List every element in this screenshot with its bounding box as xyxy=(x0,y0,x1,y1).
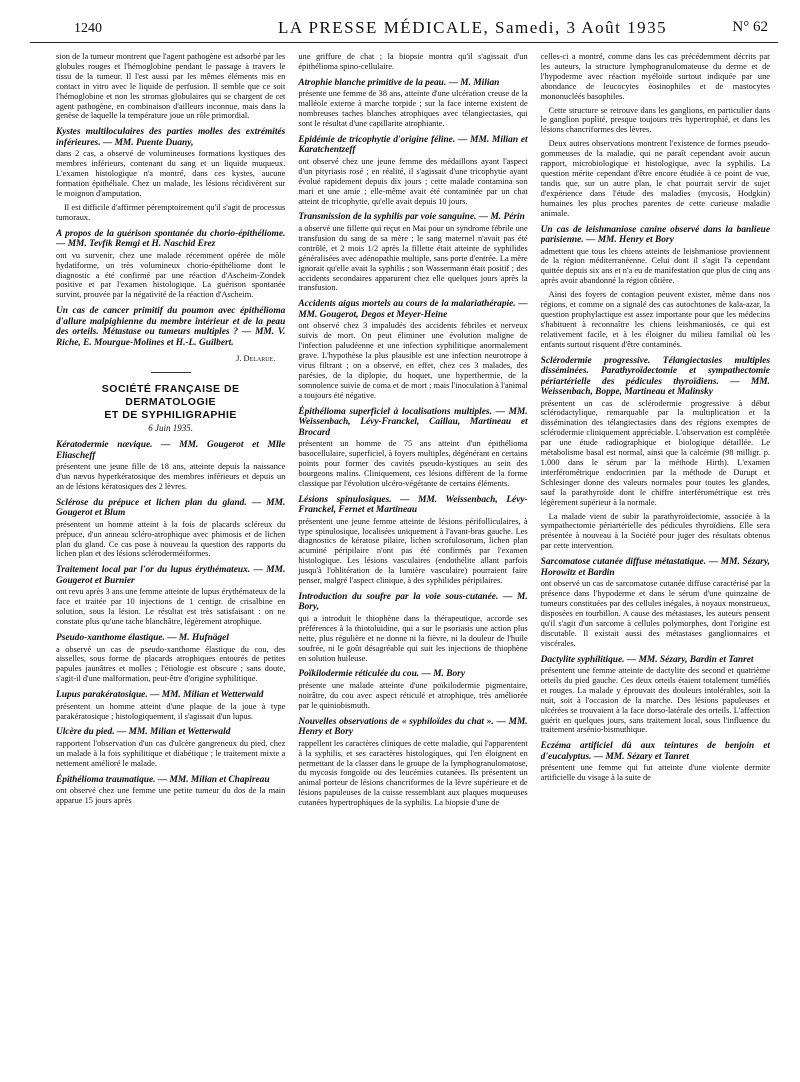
session-date: 6 Juin 1935. xyxy=(148,423,194,434)
article-title: Lupus parakératosique. — MM. Milian et Wetterwald xyxy=(56,690,264,701)
paragraph: présentent une jeune femme atteinte de lésions périfolliculaires, à type spinulosique, localisées uniquement à l'avant-bras gauche. Les diagnostics de kératose pilaire, lichen scrofulosorum, lichen plan acuminé péripilaire n'ont pas été confirmés par l'examen histologique. Les lésions vasculaires (endothélite allant parfois jusqu'à l'oblitération de la lumière vasculaire) pourraient faire penser, malgré l'aspect clinique, à des syphilides péripilaires. xyxy=(298,516,528,586)
paragraph: une griffure de chat ; la biopsie montra qu'il s'agissait d'un épithélioma spino-cellulaire. xyxy=(298,52,528,71)
article-title: Kystes multiloculaires des parties molles des extrémités inférieures. — MM. Puente Duany, xyxy=(56,127,286,148)
paragraph: présente une femme de 38 ans, atteinte d'une ulcération creuse de la malléole externe à marche torpide ; sur la face interne existent de nombreuses taches blanches atrophiques avec télangiectasies, qui sont le résultat d'une capillarite atrophiante. xyxy=(298,89,528,129)
article-title: Ulcère du pied. — MM. Milian et Wetterwald xyxy=(56,727,231,738)
paragraph: ont revu après 3 ans une femme atteinte de lupus érythémateux de la face et traitée par 10 injections de 1 centigr. de crisalbine en solution, sous la lésion. Le résultat est très satisfaisant : on ne constate plus qu'une tache blanchâtre, légèrement atrophique. xyxy=(56,587,286,627)
article-title: A propos de la guérison spontanée du chorio-épithéliome. — MM. Tevfik Remgi et H. Naschid Erez xyxy=(56,228,286,250)
article-title: Traitement local par l'or du lupus érythémateux. — MM. Gougerot et Burnier xyxy=(56,565,286,586)
society-heading-line: ET DE SYPHILIGRAPHIE xyxy=(104,409,237,422)
signature: J. Delarue. xyxy=(236,354,276,364)
article-title: Atrophie blanche primitive de la peau. — M. Milian xyxy=(298,77,500,88)
paragraph: rapportent l'observation d'un cas d'ulcère gangreneux du pied, chez un malade à la fois syphilitique et diabétique ; le traitement mixte a nettement amélioré le malade. xyxy=(56,738,286,768)
article-title: Dactylite syphilitique. — MM. Sézary, Bardin et Tanret xyxy=(540,654,754,665)
paragraph: ont observé chez une femme une petite tumeur du dos de la main apparue 15 jours après xyxy=(56,786,286,806)
paragraph: Il est difficile d'affirmer péremptoirement qu'il s'agit de processus tumoraux. xyxy=(56,202,286,222)
article-title: Eczéma artificiel dû aux teintures de benjoin et d'eucalyptus. — MM. Sézary et Tanret xyxy=(540,741,770,762)
article-title: Epidémie de tricophytie d'origine féline. — MM. Milian et Karatchentzeff xyxy=(298,134,528,156)
article-title: Un cas de leishmaniose canine observé dans la banlieue parisienne. — MM. Henry et Bory xyxy=(540,224,770,245)
paragraph: présentent un cas de sclérodermie progressive à début sclérodactylique, remarquable par la multiplication et la dissémination des télangiectasies dans des régions exemptes de sclérodermie cliniquement appréciable. L'observation est complétée par une étude radiographique et biologique détaillée. Le métabolisme basal est normal, ainsi que la calcémie (98 milligr. p. 1.000 dans le sérum par la méthode Hirth). L'examen interférométrique endocrinien par la méthode de Durupt et Schlesinger donne des valeurs normales pour toutes les glandes, sauf la parathyroïde dont le chiffre interférométrique est très légèrement supérieur à la normale. xyxy=(540,398,770,507)
paragraph: celles-ci a montré, comme dans les cas précédemment décrits par les auteurs, la structure lymphogranulomateuse du derme et de l'hypoderme avec réaction myéloïde surtout indiquée par une abondance de leucocytes éosinophiles et de mastocytes mononucléés basophiles. xyxy=(540,52,770,101)
article-title: Épithélioma traumatique. — MM. Milian et Chapireau xyxy=(56,774,270,785)
column-2 xyxy=(298,52,527,1070)
paragraph: a observé une fillette qui reçut en Mai pour un syndrome fébrile une transfusion du sang de sa mère ; le sang maternel n'avait pas été contrôlé, et 2 mois 1/2 après la fillette était atteinte de syphilides généralisées avec adénopathie multiple, sans porte d'entrée. La mère ignorait qu'elle avait la syphilis ; son Wassermann était positif ; des accidents secondaires apparurent chez elle quelques jours après la transfusion. xyxy=(298,223,528,293)
article-title: Lésions spinulosiques. — MM. Weissenbach, Lévy-Franckel, Fernet et Martineau xyxy=(298,494,528,516)
article-title: Épithélioma superficiel à localisations multiples. — MM. Weissenbach, Lévy-Franckel, Caillau, Martineau et Brocard xyxy=(298,406,528,438)
article-title: Sarcomatose cutanée diffuse métastatique. — MM. Sézary, Horowitz et Bardin xyxy=(540,557,770,578)
paragraph: ont observé chez 3 impaludés des accidents fébriles et nerveux suivis de mort. On peut éliminer une évolution maligne de l'infection paludéenne et une infection syphilitique anormalement grave. L'hypothèse la plus plausible est une infection neurotrope à virus filtrant ; on a observé, en effet, chez ces 3 malades, des parésies, de la diplopie, du hoquet, une hyperthermie, de la somnolence suivie de coma et de mort ; mais l'inoculation à l'animal a toujours été négative. xyxy=(298,321,528,400)
issue-number: N° 62 xyxy=(732,19,768,35)
paragraph: présentent une jeune fille de 18 ans, atteinte depuis la naissance d'un nævus hyperkératosique des membres inférieurs et depuis un an de lésions kératosiques des 2 lèvres. xyxy=(56,462,286,491)
article-title: Introduction du soufre par la voie sous-cutanée. — M. Bory, xyxy=(298,591,528,613)
paragraph: présentent une femme qui fut atteinte d'une violente dermite artificielle du visage à la suite de xyxy=(540,763,770,783)
paragraph: ont observé chez une jeune femme des médaillons ayant l'aspect d'un pityriasis rosé ; en réalité, il s'agissait d'une tricophytie ayant évolué rapidement depuis dix jours ; cette malade contamina son mari et une amie ; elle-même avait été contaminée par un chat atteint de tricophytie, qu'elle avait depuis 10 jours. xyxy=(298,156,528,206)
article-title: Nouvelles observations de « syphiloïdes du chat ». — MM. Henry et Bory xyxy=(298,716,528,738)
paragraph: rappellent les caractères cliniques de cette maladie, qui l'apparentent à la syphilis, et ses caractères histologiques, qui l'en éloignent en permettant de la classer dans le groupe de la lymphogranulomatose, du mycosis fongoïde ou des leucémies cutanées. Ils présentent un animal porteur de lésions chancriformes de la lèvre supérieure et de lésions papuleuses de la cuisse ressemblant aux plaques muqueuses cutanées hypertrophiques de la syphilis. La biopsie d'une de xyxy=(298,738,528,808)
article-title: Poïkilodermie réticulée du cou. — M. Bory xyxy=(298,669,465,680)
article-columns xyxy=(56,52,770,1072)
article-title: Pseudo-xanthome élastique. — M. Hufnägel xyxy=(56,633,229,643)
column-3 xyxy=(541,52,770,1070)
paragraph: Deux autres observations montrent l'existence de formes pseudo-gommeuses de la maladie, qui ne paraît cependant avoir aucun rapport, microbiologique et histologique, avec la syphilis. La question mérite cependant d'être encore étudiée à ce point de vue, tandis que, sur un autre plan, le chat pourrait servir de sujet d'expérience dans l'étude des maladies (mycosis, Hodgkin) humaines les plus proches parentes de cette curieuse maladie animale. xyxy=(540,139,770,218)
paragraph: présentent un homme de 75 ans atteint d'un épithélioma basocellulaire, superficiel, à foyers multiples, dégénérant en certains points pour former des cavités pseudo-kystiques au sein des bourgeons malins. Cliniquement, ces lésions diffèrent de la forme classique par l'évolution ulcéro-végétante de certains éléments. xyxy=(298,439,528,488)
article-title: Kératodermie nævique. — MM. Gougerot et Mlle Eliascheff xyxy=(56,440,286,461)
divider xyxy=(151,372,191,373)
column-1 xyxy=(56,52,285,1070)
article-title: Accidents aigus mortels au cours de la malariathérapie. — MM. Gougerot, Degos et Meyer-Heine xyxy=(298,299,528,320)
page-number: 1240 xyxy=(74,21,102,36)
paragraph: Ainsi des foyers de contagion peuvent exister, même dans nos régions, et comme on a signalé des cas autochtones de kala-azar, la question prophylactique est assez importante pour que les médecins s'habituent à reconnaître les chiens leishmaniosés, ce qui est relativement facile, et à les éloigner du milieu familial où les enfants surtout risquent d'être contaminés. xyxy=(540,290,770,349)
society-heading-line: SOCIÉTÉ FRANÇAISE DE DERMATOLOGIE xyxy=(101,383,240,409)
article-title: Sclérose du prépuce et lichen plan du gland. — MM. Gougerot et Blum xyxy=(56,497,286,519)
society-heading xyxy=(56,383,285,422)
article-title: Un cas de cancer primitif du poumon avec épithélioma d'allure malpighienne du membre intérieur et de la peau des orteils. Métastase ou tumeurs multiples ? — MM. V. Riche, E. Mourgue-Molines et H.-L. Guilbert. xyxy=(56,306,286,348)
paragraph: présentent un homme atteint à la fois de placards scléreux du prépuce, d'un anneau scléro-atrophique avec phimosis et de lichen plan du gland. Ce cas pose à nouveau la question des rapports du lichen plan et des lésions scléroderméiformes. xyxy=(56,519,286,559)
paragraph: présentent un homme atteint d'une plaque de la joue à type parakératosique ; histologiquement, il s'agissait d'un lupus. xyxy=(56,701,286,721)
paragraph: a observé un cas de pseudo-xanthome élastique du cou, des aisselles, sous forme de placards atrophiques entourés de petites papules jaunâtres et molles ; l'étiologie est obscure ; sans doute, s'agit-il d'une malformation, peut-être d'origine syphilitique. xyxy=(56,644,286,684)
paragraph: présentent une femme atteinte de dactylite des second et quatrième orteils du pied gauche. Ces deux orteils étaient totalement tuméfiés et rouges. La malade y éprouvait des douleurs intolérables, soit la nuit, soit à l'occasion de la marche. Des lésions papuleuses et ulcérées se trouvaient à la face dorso-latérale des orteils. L'affection guérit en quelques jours, sans traitement local, sous l'influence du traitement arsénio-bismuthique. xyxy=(540,666,770,735)
paragraph: admettent que tous les chiens atteints de leishmaniose proviennent de la région méditerranéenne. Celui dont il s'agit l'a cependant quittée depuis six ans et n'a eu de manifestation que plus de cinq ans après avoir abandonné la région côtière. xyxy=(540,246,770,286)
paragraph: sion de la tumeur montrent que l'agent pathogène est adsorbé par les globules rouges et l'hémoglobine pendant le passage à travers le tissu de la tumeur. Il l'est aussi par les mêmes éléments mis en contact in vitro avec le liquide de perfusion. Il semble que ce soit l'hémoglobine et non les stromas globulaires qui se chargent de cet agent pathogène, en combinaison d'ailleurs inconnue, mais dans la genèse de laquelle la température joue un rôle primordial. xyxy=(56,52,286,121)
article-title: Sclérodermie progressive. Télangiectasies multiples disséminées. Parathyroïdectomie et sympathectomie périartérielle des pédicules thyroïdiens. — MM. Weissenbach, Boppe, Martineau et Malinsky xyxy=(540,355,770,398)
paragraph: ont observé un cas de sarcomatose cutanée diffuse caractérisé par la présence dans l'hypoderme et dans le sérum d'une quinzaine de tumeurs constituées par des cellules inégales, à noyaux monstrueux, disposées en tourbillon. A cause des métastases, les auteurs pensent qu'il s'agit d'un sarcome à cellules polymorphes, dont l'origine est discutable. Il existait aussi des métastases ganglionnaires et viscérales. xyxy=(540,579,770,648)
journal-title: LA PRESSE MÉDICALE, Samedi, 3 Août 1935 xyxy=(278,18,668,37)
paragraph: ont vu survenir, chez une malade récemment opérée de môle hydatiforme, un très volumineux chorio-épithéliome dont le diagnostic a été confirmé par une réaction d'Ascheim-Zondek positive et par l'examen histologique. La guérison spontanée survint, prouvée par la négativité de la réaction d'Ascheim. xyxy=(56,250,286,300)
article-title: Transmission de la syphilis par voie sanguine. — M. Périn xyxy=(298,212,525,223)
paragraph: La malade vient de subir la parathyroïdectomie, associée à la sympathectomie périartérielle des pédicules thyroïdiens. Elle sera présentée à nouveau à la Société pour juger des résultats obtenus par cette intervention. xyxy=(540,511,770,551)
paragraph: présente une malade atteinte d'une poïkilodermie pigmentaire, noirâtre, du cou avec aspect réticulé et atrophique, très améliorée par le quiniobismuth. xyxy=(298,680,528,710)
paragraph: dans 2 cas, a observé de volumineuses formations kystiques des membres inférieurs, contenant du sang et un liquide muqueux. L'examen histologique n'a montré, dans ces kystes, aucune formation épithéliale. Chez un malade, les lésions récidivèrent sur le moignon d'amputation. xyxy=(56,149,286,198)
page-header xyxy=(30,18,778,43)
paragraph: qui a introduit le thiophène dans la thérapeutique, accorde ses préférences à la thiotoluidine, qui a sur le psoriasis une action plus nette, plus régulière et ne donne ni la fièvre, ni la douleur de l'huile soufrée, ni le goût désagréable qui suit les injections de thiophène en solution huileuse. xyxy=(298,613,528,663)
paragraph: Cette structure se retrouve dans les ganglions, en particulier dans le ganglion poplité, presque toujours très hypertrophié, et dans les lésions chancriformes des lèvres. xyxy=(540,105,770,135)
